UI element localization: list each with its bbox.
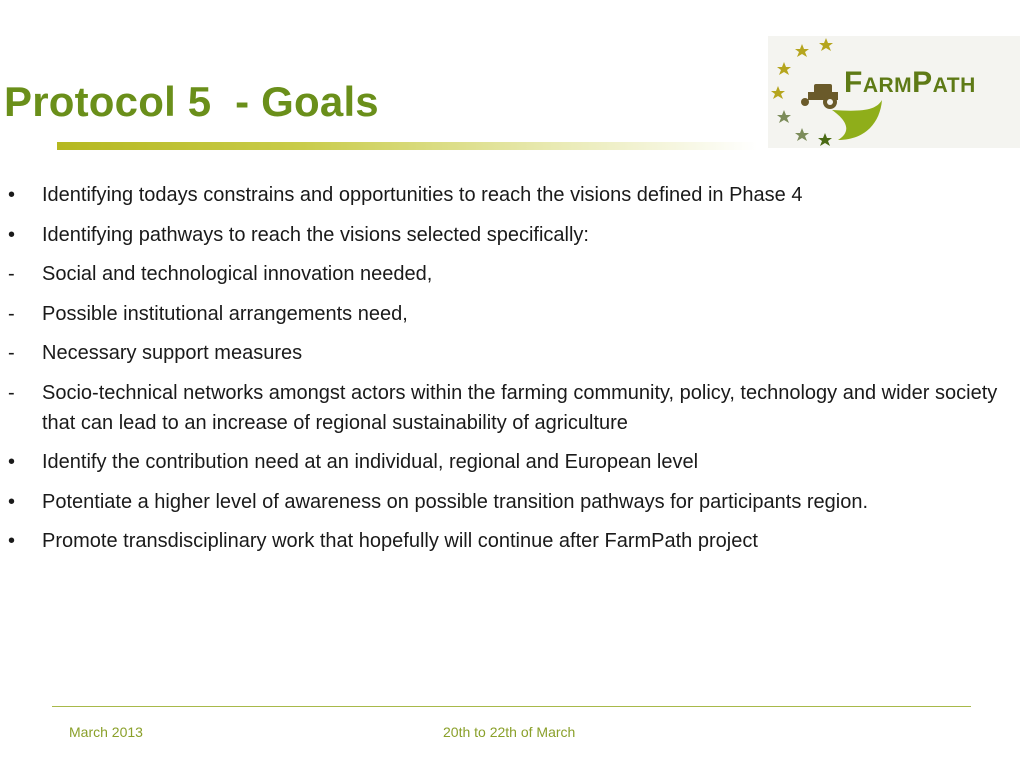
bullet-list — [0, 180, 1000, 566]
list-item — [0, 220, 1000, 250]
bullet-marker: • — [8, 184, 16, 206]
list-item — [0, 447, 1000, 477]
footer-divider — [52, 706, 971, 707]
footer-event-dates: 20th to 22th of March — [443, 724, 576, 740]
dash-marker: - — [8, 302, 15, 325]
logo-star — [795, 128, 809, 141]
bullet-text: Identifying pathways to reach the visions selected specifically: — [42, 223, 589, 246]
logo-star — [795, 44, 809, 57]
logo-swoosh — [832, 100, 882, 140]
title-underline-rule — [57, 142, 757, 150]
farmpath-logo — [768, 36, 1020, 148]
list-item — [0, 180, 1000, 210]
bullet-marker: • — [8, 451, 16, 473]
bullet-text: Potentiate a higher level of awareness on possible transition pathways for participants region. — [42, 490, 869, 513]
logo-wordmark: FarmPath — [844, 66, 976, 99]
bullet-text: Necessary support measures — [42, 342, 303, 364]
bullet-marker: • — [8, 490, 16, 513]
list-item — [0, 338, 1000, 368]
dash-marker: - — [8, 342, 15, 364]
dash-marker: - — [8, 263, 15, 285]
list-item — [0, 487, 1000, 517]
list-item — [0, 526, 1000, 556]
logo-star — [819, 38, 833, 51]
bullet-marker: • — [8, 530, 16, 552]
bullet-text: Socio-technical networks amongst actors within the farming community, policy, technology and wider society that can lead to an increase of regional sustainability of agriculture — [42, 381, 998, 434]
list-item — [0, 378, 1000, 438]
logo-star — [818, 133, 832, 146]
logo-star — [771, 86, 785, 99]
bullet-text: Social and technological innovation needed, — [42, 263, 433, 285]
list-item — [0, 299, 1000, 329]
footer-date: March 2013 — [69, 724, 143, 740]
slide-title: Protocol 5 - Goals — [4, 78, 379, 125]
logo-star — [777, 110, 791, 123]
bullet-text: Possible institutional arrangements need, — [42, 302, 408, 325]
bullet-marker: • — [8, 223, 16, 246]
bullet-text: Promote transdisciplinary work that hopefully will continue after FarmPath project — [42, 530, 758, 552]
logo-star — [777, 62, 791, 75]
bullet-text: Identify the contribution need at an individual, regional and European level — [42, 451, 699, 473]
bullet-text: Identifying todays constrains and opportunities to reach the visions defined in Phase 4 — [42, 184, 803, 206]
list-item — [0, 259, 1000, 289]
tractor-icon — [801, 84, 838, 109]
dash-marker: - — [8, 381, 15, 404]
